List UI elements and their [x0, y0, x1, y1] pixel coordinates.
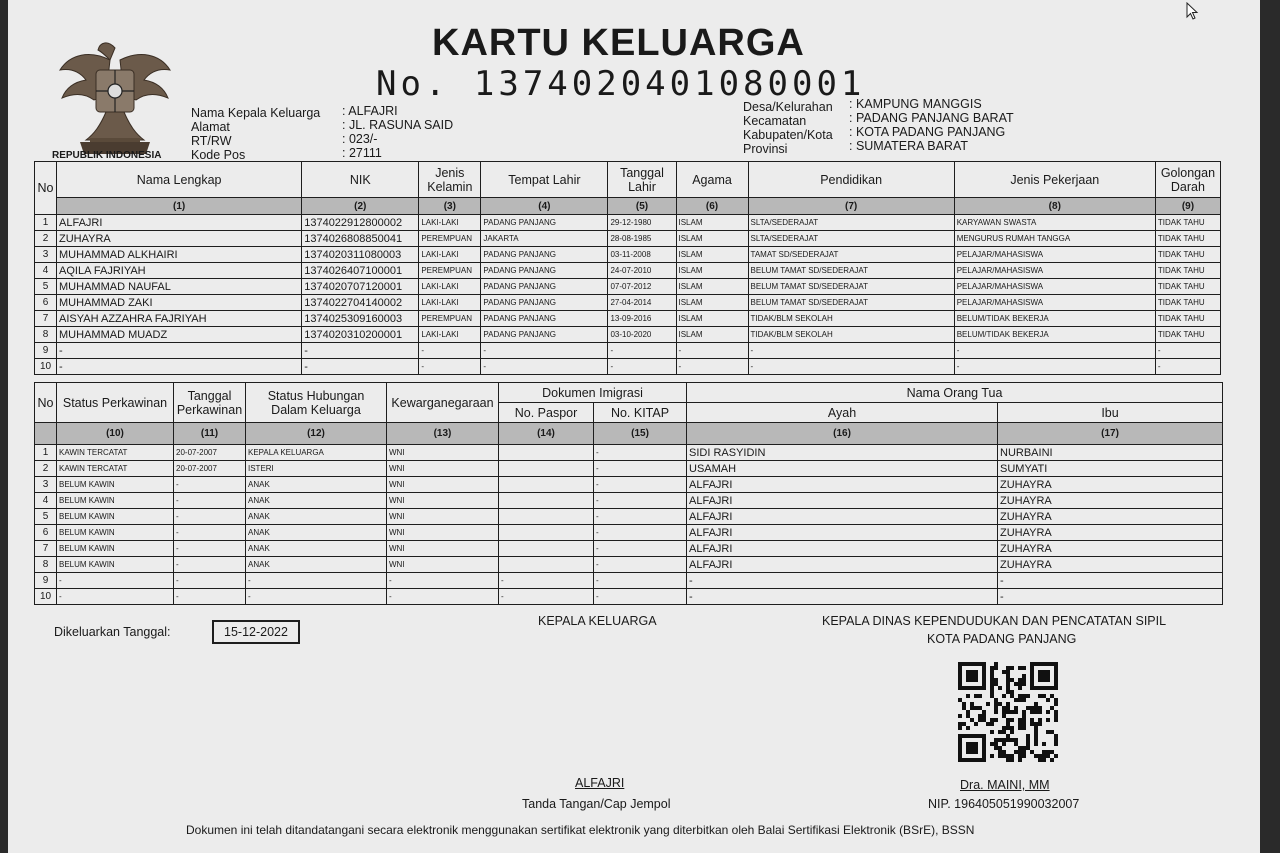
head-of-family-name: ALFAJRI	[575, 776, 625, 790]
table-cell: ANAK	[246, 477, 387, 493]
table-cell: LAKI-LAKI	[419, 279, 481, 295]
table-cell: ANAK	[246, 557, 387, 573]
table-cell: 28-08-1985	[608, 231, 676, 247]
table-row	[35, 461, 1223, 477]
table-cell: BELUM KAWIN	[57, 541, 174, 557]
issued-date: 15-12-2022	[212, 620, 300, 644]
table-cell: TIDAK TAHU	[1155, 311, 1220, 327]
col-number: (8)	[954, 198, 1155, 215]
col-number: (12)	[246, 423, 387, 445]
table-cell	[499, 525, 594, 541]
header-agama: Agama	[676, 162, 748, 198]
table-cell: -	[594, 557, 687, 573]
table-cell: TIDAK TAHU	[1155, 231, 1220, 247]
header-tempat-lahir: Tempat Lahir	[481, 162, 608, 198]
header-tanggal-perkawinan: Tanggal Perkawinan	[174, 383, 246, 423]
table-cell: -	[748, 343, 954, 359]
table-cell: PELAJAR/MAHASISWA	[954, 295, 1155, 311]
table-cell: ZUHAYRA	[57, 231, 302, 247]
table-cell	[499, 477, 594, 493]
table-row	[35, 525, 1223, 541]
table-cell: 03-11-2008	[608, 247, 676, 263]
table-cell: TIDAK/BLM SEKOLAH	[748, 311, 954, 327]
table-cell: PADANG PANJANG	[481, 263, 608, 279]
table-cell: 20-07-2007	[174, 445, 246, 461]
table-cell: 3	[35, 477, 57, 493]
table-cell: ISTERI	[246, 461, 387, 477]
table-cell: 5	[35, 509, 57, 525]
table-cell: KAWIN TERCATAT	[57, 461, 174, 477]
head-value: : KAMPUNG MANGGIS	[849, 97, 982, 111]
table-row	[35, 295, 1221, 311]
table-cell: -	[998, 573, 1223, 589]
table-cell: 07-07-2012	[608, 279, 676, 295]
table-cell: -	[594, 445, 687, 461]
col-number: (16)	[687, 423, 998, 445]
table-cell: PELAJAR/MAHASISWA	[954, 263, 1155, 279]
table-cell: BELUM/TIDAK BEKERJA	[954, 327, 1155, 343]
table-cell: 1374026808850041	[302, 231, 419, 247]
table-row	[35, 247, 1221, 263]
official-name: Dra. MAINI, MM	[960, 778, 1050, 792]
members-colnum-row	[35, 198, 1221, 215]
table-cell: -	[57, 573, 174, 589]
table-cell: WNI	[387, 525, 499, 541]
col-number: (14)	[499, 423, 594, 445]
table-cell: ANAK	[246, 541, 387, 557]
table-cell: LAKI-LAKI	[419, 295, 481, 311]
table-row	[35, 573, 1223, 589]
table-row	[35, 541, 1223, 557]
table-cell: -	[174, 525, 246, 541]
table-cell: TAMAT SD/SEDERAJAT	[748, 247, 954, 263]
table-cell: WNI	[387, 493, 499, 509]
col-number: (7)	[748, 198, 954, 215]
table-cell: -	[174, 589, 246, 605]
status-table	[34, 382, 1223, 605]
table-cell: -	[174, 557, 246, 573]
table-cell: AISYAH AZZAHRA FAJRIYAH	[57, 311, 302, 327]
table-cell: -	[499, 573, 594, 589]
table-cell: MUHAMMAD ALKHAIRI	[57, 247, 302, 263]
table-cell: 8	[35, 327, 57, 343]
table-cell: -	[57, 343, 302, 359]
head-value: : 023/-	[342, 132, 378, 146]
header-nama: Nama Lengkap	[57, 162, 302, 198]
table-cell: PADANG PANJANG	[481, 279, 608, 295]
table-cell: ISLAM	[676, 279, 748, 295]
table-cell: TIDAK TAHU	[1155, 279, 1220, 295]
table-cell: -	[57, 359, 302, 375]
table-cell: SIDI RASYIDIN	[687, 445, 998, 461]
table-row	[35, 263, 1221, 279]
head-of-family-title: KEPALA KELUARGA	[538, 614, 657, 628]
table-cell: BELUM KAWIN	[57, 509, 174, 525]
head-value: : 27111	[342, 146, 382, 160]
emblem-caption: REPUBLIK INDONESIA	[52, 150, 162, 161]
table-cell: 7	[35, 541, 57, 557]
head-label: Kode Pos	[191, 148, 246, 162]
table-cell: -	[594, 525, 687, 541]
table-cell: USAMAH	[687, 461, 998, 477]
table-cell: 24-07-2010	[608, 263, 676, 279]
table-cell: 9	[35, 573, 57, 589]
table-cell: 20-07-2007	[174, 461, 246, 477]
header-no: No	[35, 383, 57, 423]
col-number: (2)	[302, 198, 419, 215]
table-cell: MUHAMMAD ZAKI	[57, 295, 302, 311]
head-value: : KOTA PADANG PANJANG	[849, 125, 1006, 139]
table-cell: ZUHAYRA	[998, 493, 1223, 509]
col-number: (4)	[481, 198, 608, 215]
header-no-paspor: No. Paspor	[499, 403, 594, 423]
table-cell: 29-12-1980	[608, 215, 676, 231]
table-cell: TIDAK TAHU	[1155, 295, 1220, 311]
table-cell: LAKI-LAKI	[419, 327, 481, 343]
table-cell: PADANG PANJANG	[481, 327, 608, 343]
head-label: Desa/Kelurahan	[743, 100, 833, 114]
table-cell: JAKARTA	[481, 231, 608, 247]
table-cell: AQILA FAJRIYAH	[57, 263, 302, 279]
table-cell: 9	[35, 343, 57, 359]
table-cell: MUHAMMAD NAUFAL	[57, 279, 302, 295]
table-cell: ZUHAYRA	[998, 541, 1223, 557]
table-cell: 1	[35, 445, 57, 461]
head-left-values	[342, 104, 453, 160]
col-number: (1)	[57, 198, 302, 215]
qr-code-icon	[958, 662, 1058, 762]
table-cell: -	[419, 359, 481, 375]
table-cell: BELUM TAMAT SD/SEDERAJAT	[748, 295, 954, 311]
table-cell: PELAJAR/MAHASISWA	[954, 247, 1155, 263]
members-header-row	[35, 162, 1221, 198]
header-golongan-darah: Golongan Darah	[1155, 162, 1220, 198]
table-cell: -	[954, 359, 1155, 375]
table-cell: -	[174, 573, 246, 589]
header-status-perkawinan: Status Perkawinan	[57, 383, 174, 423]
status-header-row-1	[35, 383, 1223, 403]
table-cell: PADANG PANJANG	[481, 311, 608, 327]
table-cell: PEREMPUAN	[419, 263, 481, 279]
table-cell: BELUM KAWIN	[57, 493, 174, 509]
col-number: (3)	[419, 198, 481, 215]
head-value: : JL. RASUNA SAID	[342, 118, 454, 132]
table-cell: ISLAM	[676, 327, 748, 343]
head-label: Kabupaten/Kota	[743, 128, 833, 142]
table-cell: -	[246, 589, 387, 605]
table-cell: ANAK	[246, 525, 387, 541]
status-colnum-row	[35, 423, 1223, 445]
table-cell: -	[998, 589, 1223, 605]
table-cell: KARYAWAN SWASTA	[954, 215, 1155, 231]
table-cell: 6	[35, 525, 57, 541]
table-cell: TIDAK TAHU	[1155, 247, 1220, 263]
table-cell: WNI	[387, 477, 499, 493]
table-cell: -	[594, 477, 687, 493]
table-cell: ALFAJRI	[687, 525, 998, 541]
header-no: No	[35, 162, 57, 215]
table-cell: -	[594, 461, 687, 477]
col-number: (9)	[1155, 198, 1220, 215]
table-cell: -	[419, 343, 481, 359]
table-cell	[499, 509, 594, 525]
table-cell: -	[676, 343, 748, 359]
table-cell: 10	[35, 589, 57, 605]
table-cell: -	[174, 477, 246, 493]
table-cell: -	[387, 573, 499, 589]
head-value: : PADANG PANJANG BARAT	[849, 111, 1014, 125]
table-cell: -	[57, 589, 174, 605]
table-cell: 2	[35, 461, 57, 477]
col-number: (10)	[57, 423, 174, 445]
table-cell: ZUHAYRA	[998, 557, 1223, 573]
table-cell: ALFAJRI	[687, 541, 998, 557]
table-cell: ALFAJRI	[687, 557, 998, 573]
table-cell: ISLAM	[676, 311, 748, 327]
table-row	[35, 493, 1223, 509]
table-cell: PADANG PANJANG	[481, 247, 608, 263]
table-cell: -	[174, 509, 246, 525]
table-cell	[499, 541, 594, 557]
table-cell: 8	[35, 557, 57, 573]
head-label: RT/RW	[191, 134, 232, 148]
table-cell: ZUHAYRA	[998, 509, 1223, 525]
col-number: (5)	[608, 198, 676, 215]
table-cell: SLTA/SEDERAJAT	[748, 231, 954, 247]
col-number: (6)	[676, 198, 748, 215]
table-cell: PELAJAR/MAHASISWA	[954, 279, 1155, 295]
table-cell: -	[302, 359, 419, 375]
table-cell: -	[954, 343, 1155, 359]
head-label: Provinsi	[743, 142, 788, 156]
header-nama-orang-tua: Nama Orang Tua	[687, 383, 1223, 403]
head-value: : SUMATERA BARAT	[849, 139, 969, 153]
table-cell: ZUHAYRA	[998, 477, 1223, 493]
table-cell: ISLAM	[676, 295, 748, 311]
table-cell: 1374020311080003	[302, 247, 419, 263]
office-line-1: KEPALA DINAS KEPENDUDUKAN DAN PENCATATAN SIPIL	[822, 614, 1167, 628]
table-cell: PADANG PANJANG	[481, 295, 608, 311]
col-number: (15)	[594, 423, 687, 445]
table-cell: MENGURUS RUMAH TANGGA	[954, 231, 1155, 247]
table-cell: WNI	[387, 461, 499, 477]
table-cell: ANAK	[246, 493, 387, 509]
table-cell: ALFAJRI	[687, 477, 998, 493]
table-cell: -	[174, 541, 246, 557]
table-cell: -	[387, 589, 499, 605]
table-cell: WNI	[387, 445, 499, 461]
table-cell: 13-09-2016	[608, 311, 676, 327]
table-cell: NURBAINI	[998, 445, 1223, 461]
table-cell: SUMYATI	[998, 461, 1223, 477]
table-cell: WNI	[387, 541, 499, 557]
head-left-labels	[191, 106, 320, 162]
col-number: (17)	[998, 423, 1223, 445]
table-cell: -	[174, 493, 246, 509]
signature-caption: Tanda Tangan/Cap Jempol	[522, 797, 671, 811]
table-cell: -	[594, 541, 687, 557]
table-cell: KEPALA KELUARGA	[246, 445, 387, 461]
table-cell: 1374025309160003	[302, 311, 419, 327]
table-row	[35, 509, 1223, 525]
table-cell: BELUM/TIDAK BEKERJA	[954, 311, 1155, 327]
table-cell: ISLAM	[676, 215, 748, 231]
table-cell	[499, 557, 594, 573]
official-nip: NIP. 196405051990032007	[928, 797, 1080, 811]
table-cell	[499, 461, 594, 477]
table-cell: 10	[35, 359, 57, 375]
table-cell: -	[687, 589, 998, 605]
table-cell: ISLAM	[676, 231, 748, 247]
head-right-labels	[743, 100, 833, 156]
header-ibu: Ibu	[998, 403, 1223, 423]
header-dokumen-imigrasi: Dokumen Imigrasi	[499, 383, 687, 403]
table-cell: BELUM KAWIN	[57, 525, 174, 541]
table-cell: ALFAJRI	[57, 215, 302, 231]
header-nik: NIK	[302, 162, 419, 198]
status-table-body	[35, 383, 1223, 605]
head-label: Nama Kepala Keluarga	[191, 106, 321, 120]
table-cell: -	[676, 359, 748, 375]
table-cell: TIDAK TAHU	[1155, 215, 1220, 231]
head-label: Alamat	[191, 120, 230, 134]
kk-number: No. 1374020401080001	[376, 64, 866, 104]
table-cell: -	[594, 589, 687, 605]
header-pendidikan: Pendidikan	[748, 162, 954, 198]
table-cell: WNI	[387, 557, 499, 573]
table-cell: WNI	[387, 509, 499, 525]
mouse-cursor-icon	[1186, 2, 1200, 22]
table-cell: 1374026407100001	[302, 263, 419, 279]
head-right-values	[849, 97, 1014, 153]
table-cell: 1374022912800002	[302, 215, 419, 231]
table-cell: -	[687, 573, 998, 589]
table-cell: 27-04-2014	[608, 295, 676, 311]
table-cell: -	[608, 359, 676, 375]
table-cell: ALFAJRI	[687, 493, 998, 509]
table-cell: 1374022704140002	[302, 295, 419, 311]
table-cell: 03-10-2020	[608, 327, 676, 343]
table-cell: 2	[35, 231, 57, 247]
table-cell	[499, 493, 594, 509]
header-status-hubungan: Status Hubungan Dalam Keluarga	[246, 383, 387, 423]
table-row	[35, 215, 1221, 231]
table-cell: -	[594, 493, 687, 509]
header-pekerjaan: Jenis Pekerjaan	[954, 162, 1155, 198]
header-tanggal-lahir: Tanggal Lahir	[608, 162, 676, 198]
table-row	[35, 343, 1221, 359]
table-cell: 3	[35, 247, 57, 263]
table-cell: -	[499, 589, 594, 605]
table-row	[35, 359, 1221, 375]
table-cell: LAKI-LAKI	[419, 247, 481, 263]
table-row	[35, 279, 1221, 295]
table-cell: 4	[35, 493, 57, 509]
head-value: : ALFAJRI	[342, 104, 398, 118]
table-cell: TIDAK TAHU	[1155, 263, 1220, 279]
table-cell: 1374020707120001	[302, 279, 419, 295]
table-cell: BELUM TAMAT SD/SEDERAJAT	[748, 263, 954, 279]
table-row	[35, 327, 1221, 343]
table-cell: -	[1155, 343, 1220, 359]
table-cell: -	[748, 359, 954, 375]
col-number-blank	[35, 423, 57, 445]
table-cell: -	[594, 509, 687, 525]
head-label: Kecamatan	[743, 114, 807, 128]
table-row	[35, 557, 1223, 573]
table-cell: -	[481, 359, 608, 375]
table-cell: PEREMPUAN	[419, 231, 481, 247]
table-cell: ALFAJRI	[687, 509, 998, 525]
table-cell: TIDAK TAHU	[1155, 327, 1220, 343]
table-cell: -	[608, 343, 676, 359]
table-cell: -	[1155, 359, 1220, 375]
members-table	[34, 161, 1221, 375]
header-ayah: Ayah	[687, 403, 998, 423]
table-cell: ZUHAYRA	[998, 525, 1223, 541]
header-jenis-kelamin: Jenis Kelamin	[419, 162, 481, 198]
table-cell	[499, 445, 594, 461]
table-cell: ISLAM	[676, 247, 748, 263]
header-no-kitap: No. KITAP	[594, 403, 687, 423]
table-row	[35, 445, 1223, 461]
disclaimer: Dokumen ini telah ditandatangani secara elektronik menggunakan sertifikat elektronik yang diterbitkan oleh Balai Sertifikasi Elektronik (BSrE), BSSN	[186, 823, 975, 837]
table-row	[35, 311, 1221, 327]
members-table-body	[35, 162, 1221, 375]
table-cell: BELUM KAWIN	[57, 477, 174, 493]
table-cell: 4	[35, 263, 57, 279]
garuda-emblem-icon	[50, 30, 180, 160]
table-cell: 1374020310200001	[302, 327, 419, 343]
table-cell: -	[246, 573, 387, 589]
table-cell: BELUM KAWIN	[57, 557, 174, 573]
table-cell: PEREMPUAN	[419, 311, 481, 327]
document-title: KARTU KELUARGA	[432, 22, 805, 64]
table-cell: 6	[35, 295, 57, 311]
table-row	[35, 589, 1223, 605]
table-cell: SLTA/SEDERAJAT	[748, 215, 954, 231]
header-kewarganegaraan: Kewarganegaraan	[387, 383, 499, 423]
table-cell: PADANG PANJANG	[481, 215, 608, 231]
table-cell: ISLAM	[676, 263, 748, 279]
table-row	[35, 477, 1223, 493]
office-line-2: KOTA PADANG PANJANG	[927, 632, 1077, 646]
table-cell: LAKI-LAKI	[419, 215, 481, 231]
table-cell: KAWIN TERCATAT	[57, 445, 174, 461]
table-cell: -	[302, 343, 419, 359]
col-number: (13)	[387, 423, 499, 445]
table-row	[35, 231, 1221, 247]
table-cell: 7	[35, 311, 57, 327]
issued-label: Dikeluarkan Tanggal:	[54, 625, 171, 639]
table-cell: 5	[35, 279, 57, 295]
table-cell: BELUM TAMAT SD/SEDERAJAT	[748, 279, 954, 295]
col-number: (11)	[174, 423, 246, 445]
table-cell: -	[481, 343, 608, 359]
table-cell: TIDAK/BLM SEKOLAH	[748, 327, 954, 343]
table-cell: ANAK	[246, 509, 387, 525]
table-cell: -	[594, 573, 687, 589]
table-cell: MUHAMMAD MUADZ	[57, 327, 302, 343]
table-cell: 1	[35, 215, 57, 231]
